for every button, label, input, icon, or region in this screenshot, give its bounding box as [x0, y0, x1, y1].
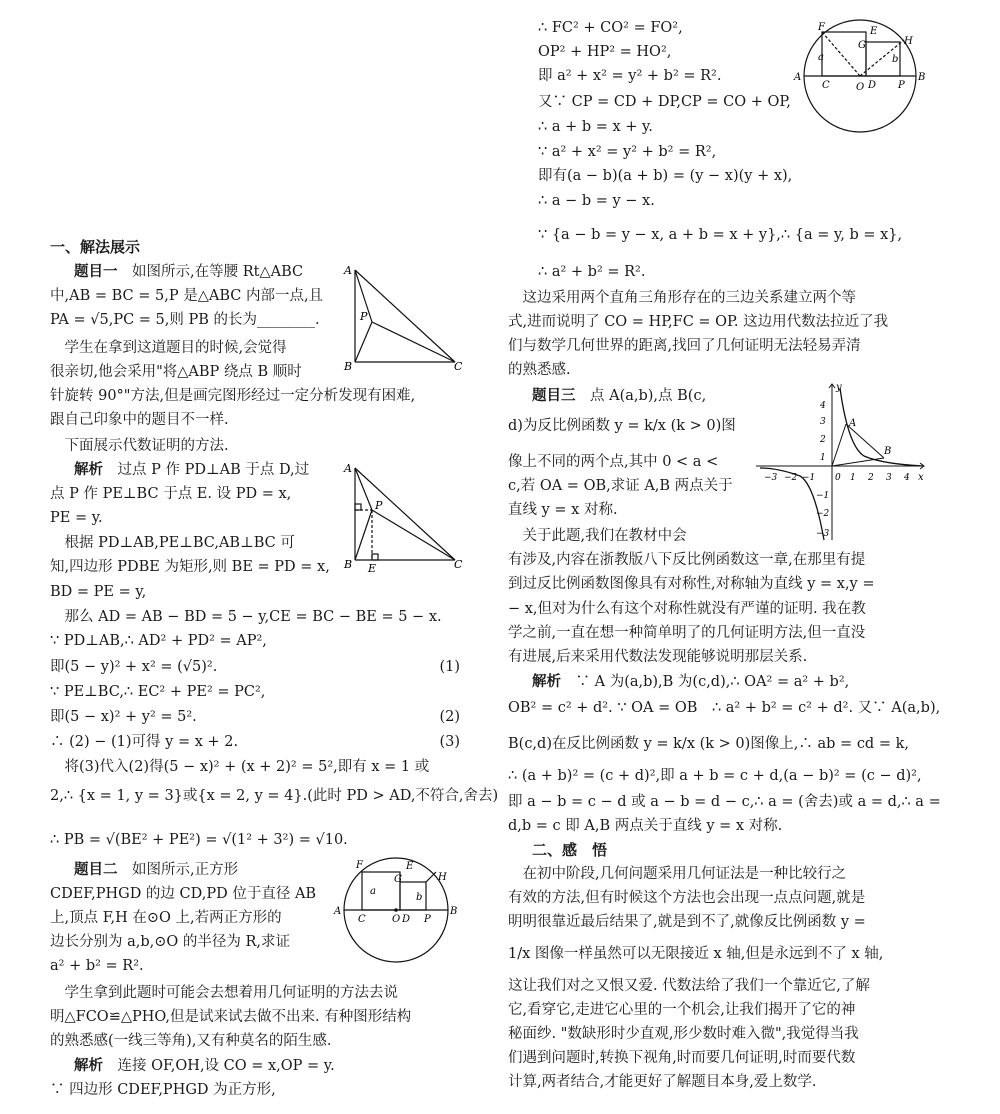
problem-label: 题目一 — [74, 264, 118, 280]
text-line: 在初中阶段,几何问题采用几何证法是一种比较行之 — [508, 866, 847, 882]
label-E: E — [368, 562, 377, 572]
svg-text:E: E — [406, 861, 414, 872]
text-line: ∴ (a + b)² = (c + d)²,即 a + b = c + d,(a − b)² = (c − d)², — [508, 768, 922, 784]
svg-text:F: F — [356, 860, 363, 871]
text-line: 跟自己印象中的题目不一样. — [50, 412, 229, 428]
svg-text:2: 2 — [820, 435, 826, 445]
equation-line: ∴ a + b = x + y. — [538, 119, 653, 135]
equation-line: ∵ {a − b = y − x, a + b = x + y},∴ {a = y, b = x}, — [538, 227, 903, 243]
text-line: 点 P 作 PE⊥BC 于点 E. 设 PD = x, — [50, 486, 292, 502]
svg-text:y: y — [836, 382, 842, 393]
solution-label: 解析 — [74, 1058, 103, 1074]
text-line: 根据 PD⊥AB,PE⊥BC,AB⊥BC 可 — [50, 535, 295, 551]
label-C: C — [454, 360, 463, 373]
equation-line: 那么 AD = AB − BD = 5 − y,CE = BC − BE = 5 − x. — [50, 609, 442, 625]
text-line: 的熟悉感. — [508, 362, 571, 378]
text-line: 下面展示代数证明的方法. — [50, 438, 229, 454]
svg-text:1: 1 — [820, 453, 826, 463]
svg-text:C: C — [822, 80, 830, 91]
inverse-function-graph — [752, 380, 930, 544]
text-line: 学生在拿到这道题目的时候,会觉得 — [50, 340, 287, 356]
label-B: B — [344, 558, 353, 571]
label-A: A — [344, 264, 352, 277]
text-line: 它,看穿它,走进它心里的一个机会,让我们揭开了它的神 — [508, 1002, 856, 1018]
text-line: 到过反比例函数图像具有对称性,对称轴为直线 y = x,y = — [508, 576, 875, 592]
svg-text:P: P — [898, 80, 905, 91]
svg-text:A: A — [334, 906, 342, 917]
text-line: c,若 OA = OB,求证 A,B 两点关于 — [508, 478, 733, 494]
svg-text:3: 3 — [886, 473, 892, 483]
svg-text:A: A — [794, 72, 802, 83]
svg-text:E: E — [870, 26, 878, 37]
svg-text:2: 2 — [868, 473, 874, 483]
text-line: 1/x 图像一样虽然可以无限接近 x 轴,但是永远到不了 x 轴, — [508, 946, 884, 962]
svg-text:O: O — [856, 82, 865, 93]
svg-text:−1: −1 — [802, 473, 816, 483]
text-line: PE = y. — [50, 510, 103, 526]
text-line: CDEF,PHGD 的边 CD,PD 位于直径 AB — [50, 886, 317, 902]
equation-line: 即(5 − y)² + x² = (√5)². (1) — [50, 659, 460, 675]
svg-text:1: 1 — [850, 473, 856, 483]
text-line: 有涉及,内容在浙教版八下反比例函数这一章,在那里有提 — [508, 552, 866, 568]
svg-text:0: 0 — [835, 473, 841, 483]
svg-text:H: H — [438, 872, 447, 883]
text-line: 的熟悉感(一线三等角),又有种莫名的陌生感. — [50, 1033, 332, 1049]
text-line: 即 a − b = c − d 或 a − b = d − c,∴ a = (舍去)或 a = d,∴ a = — [508, 794, 941, 810]
equation-line: OP² + HP² = HO², — [538, 44, 672, 60]
text-line: 如图所示,正方形 — [117, 862, 239, 878]
svg-text:3: 3 — [820, 417, 826, 427]
text-line: 针旋转 90°"方法,但是画完图形经过一定分析发现有困难, — [50, 388, 416, 404]
equation-line: ∴ FC² + CO² = FO², — [538, 20, 683, 36]
svg-text:G: G — [858, 40, 866, 51]
svg-text:b: b — [416, 892, 423, 903]
triangle-figure-1 — [340, 262, 465, 374]
svg-text:a: a — [818, 52, 824, 63]
circle-squares-figure-2 — [792, 16, 930, 136]
svg-text:H: H — [904, 36, 913, 47]
equation-line: 将(3)代入(2)得(5 − x)² + (x + 2)² = 5²,即有 x = 1 或 — [50, 759, 430, 775]
svg-text:O: O — [392, 914, 401, 925]
solution-label: 解析 — [74, 462, 103, 478]
equation-line: ∴ PB = √(BE² + PE²) = √(1² + 3²) = √10. — [50, 832, 348, 848]
equation-line: ∴ (2) − (1)可得 y = x + 2. (3) — [50, 734, 460, 750]
section-heading: 一、解法展示 — [50, 238, 141, 256]
svg-text:−2: −2 — [784, 473, 798, 483]
text-line: 计算,两者结合,才能更好了解题目本身,爱上数学. — [508, 1074, 817, 1090]
text-line: 学之前,一直在想一种简单明了的几何证明方法,但一直没 — [508, 625, 866, 641]
svg-text:A: A — [849, 418, 857, 429]
text-line: 如图所示,在等腰 Rt△ABC — [117, 264, 304, 280]
text-line: 直线 y = x 对称. — [508, 502, 618, 518]
svg-text:−2: −2 — [816, 509, 830, 519]
text-line: a² + b² = R². — [50, 958, 144, 974]
label-P: P — [360, 310, 368, 323]
text-line: 有效的方法,但有时候这个方法也会出现一点点问题,就是 — [508, 890, 866, 906]
equation-number: (1) — [439, 659, 460, 675]
equation-number: (2) — [439, 709, 460, 725]
text-line: 上,顶点 F,H 在⊙O 上,若两正方形的 — [50, 910, 282, 926]
label-B: B — [344, 360, 353, 373]
svg-text:P: P — [424, 914, 431, 925]
svg-text:B: B — [884, 446, 892, 457]
text-line: 知,四边形 PDBE 为矩形,则 BE = PD = x, — [50, 559, 330, 575]
problem-label: 题目三 — [532, 388, 576, 404]
label-C: C — [454, 558, 463, 571]
svg-text:−1: −1 — [816, 491, 830, 501]
text-line: ∵ 四边形 CDEF,PHGD 为正方形, — [50, 1082, 276, 1098]
svg-text:D: D — [868, 80, 877, 91]
text-line: 秘面纱. "数缺形时少直观,形少数时难入微",我觉得当我 — [508, 1026, 859, 1042]
text-line: 过点 P 作 PD⊥AB 于点 D,过 — [103, 462, 310, 478]
text-line: 这让我们对之又恨又爱. 代数法给了我们一个靠近它,了解 — [508, 978, 870, 994]
svg-text:4: 4 — [820, 401, 826, 411]
text-line: 式,进而说明了 CO = HP,FC = OP. 这边用代数法拉近了我 — [508, 314, 889, 330]
text-line: − x,但对为什么有这个对称性就没有严谨的证明. 我在教 — [508, 601, 866, 617]
text-line: 点 A(a,b),点 B(c, — [575, 388, 707, 404]
label-P: P — [375, 499, 383, 512]
equation-line: ∵ PD⊥AB,∴ AD² + PD² = AP², — [50, 633, 267, 649]
text-line: 有进展,后来采用代数法发现能够说明那层关系. — [508, 649, 808, 665]
text-line: 们遇到问题时,转换下视角,时而要几何证明,时而要代数 — [508, 1050, 856, 1066]
equation-line: 即(5 − x)² + y² = 5². (2) — [50, 709, 460, 725]
text-line: 边长分别为 a,b,⊙O 的半径为 R,求证 — [50, 934, 291, 950]
text-line: OB² = c² + d². ∵ OA = OB ∴ a² + b² = c² + d². 又∵ A(a,b), — [508, 700, 941, 716]
svg-text:−3: −3 — [816, 529, 830, 539]
text-line: 学生拿到此题时可能会去想着用几何证明的方法去说 — [50, 985, 398, 1001]
text-line: 这边采用两个直角三角形存在的三边关系建立两个等 — [508, 290, 856, 306]
svg-text:D: D — [402, 914, 411, 925]
text-line: 中,AB = BC = 5,P 是△ABC 内部一点,且 — [50, 288, 324, 304]
svg-text:a: a — [370, 886, 376, 897]
equation-line: 又∵ CP = CD + DP,CP = CO + OP, — [538, 94, 791, 110]
text-line: 明明很靠近最后结果了,就是到不了,就像反比例函数 y = — [508, 914, 866, 930]
equation-line: 即 a² + x² = y² + b² = R². — [538, 68, 722, 84]
equation-line: 即有(a − b)(a + b) = (y − x)(y + x), — [538, 168, 793, 184]
equation-line: ∴ a − b = y − x. — [538, 193, 655, 209]
text-line: d)为反比例函数 y = k/x (k > 0)图 — [508, 418, 736, 434]
svg-text:C: C — [358, 914, 366, 925]
text-line: PA = √5,PC = 5,则 PB 的长为________. — [50, 312, 320, 328]
equation-line: ∴ a² + b² = R². — [538, 264, 646, 280]
svg-text:−3: −3 — [764, 473, 778, 483]
svg-text:x: x — [918, 472, 924, 483]
svg-text:B: B — [918, 72, 926, 83]
equation-line: ∵ PE⊥BC,∴ EC² + PE² = PC², — [50, 684, 266, 700]
text-line: B(c,d)在反比例函数 y = k/x (k > 0)图像上,∴ ab = cd = k, — [508, 736, 909, 752]
text-line: d,b = c 即 A,B 两点关于直线 y = x 对称. — [508, 818, 783, 834]
svg-text:B: B — [450, 906, 458, 917]
equation-line: ∵ a² + x² = y² + b² = R², — [538, 144, 717, 160]
svg-text:4: 4 — [904, 473, 910, 483]
text-line: ∵ A 为(a,b),B 为(c,d),∴ OA² = a² + b², — [561, 674, 850, 690]
label-A: A — [344, 462, 352, 475]
triangle-figure-2 — [340, 460, 465, 572]
svg-text:G: G — [394, 874, 402, 885]
svg-text:b: b — [892, 54, 899, 65]
section-heading: 二、感 悟 — [532, 841, 608, 859]
text-line: 关于此题,我们在教材中会 — [508, 528, 687, 544]
svg-text:F: F — [818, 22, 825, 33]
equation-number: (3) — [439, 734, 460, 750]
equation-block — [50, 0, 499, 860]
text-line: 明△FCO≌△PHO,但是试来试去做不出来. 有种图形结构 — [50, 1009, 412, 1025]
text-line: 像上不同的两个点,其中 0 < a < — [508, 454, 719, 470]
problem-label: 题目二 — [74, 862, 118, 878]
text-line: 们与数学几何世界的距离,找回了几何证明无法轻易弄清 — [508, 338, 861, 354]
solution-label: 解析 — [532, 674, 561, 690]
text-line: BD = PE = y, — [50, 584, 147, 600]
equation-line: 2,∴ {x = 1, y = 3}或{x = 2, y = 4}.(此时 PD > AD,不符合,舍去) — [50, 788, 499, 804]
text-line: 很亲切,他会采用"将△ABP 绕点 B 顺时 — [50, 364, 302, 380]
text-line: 连接 OF,OH,设 CO = x,OP = y. — [103, 1058, 335, 1074]
circle-squares-figure — [332, 852, 460, 968]
